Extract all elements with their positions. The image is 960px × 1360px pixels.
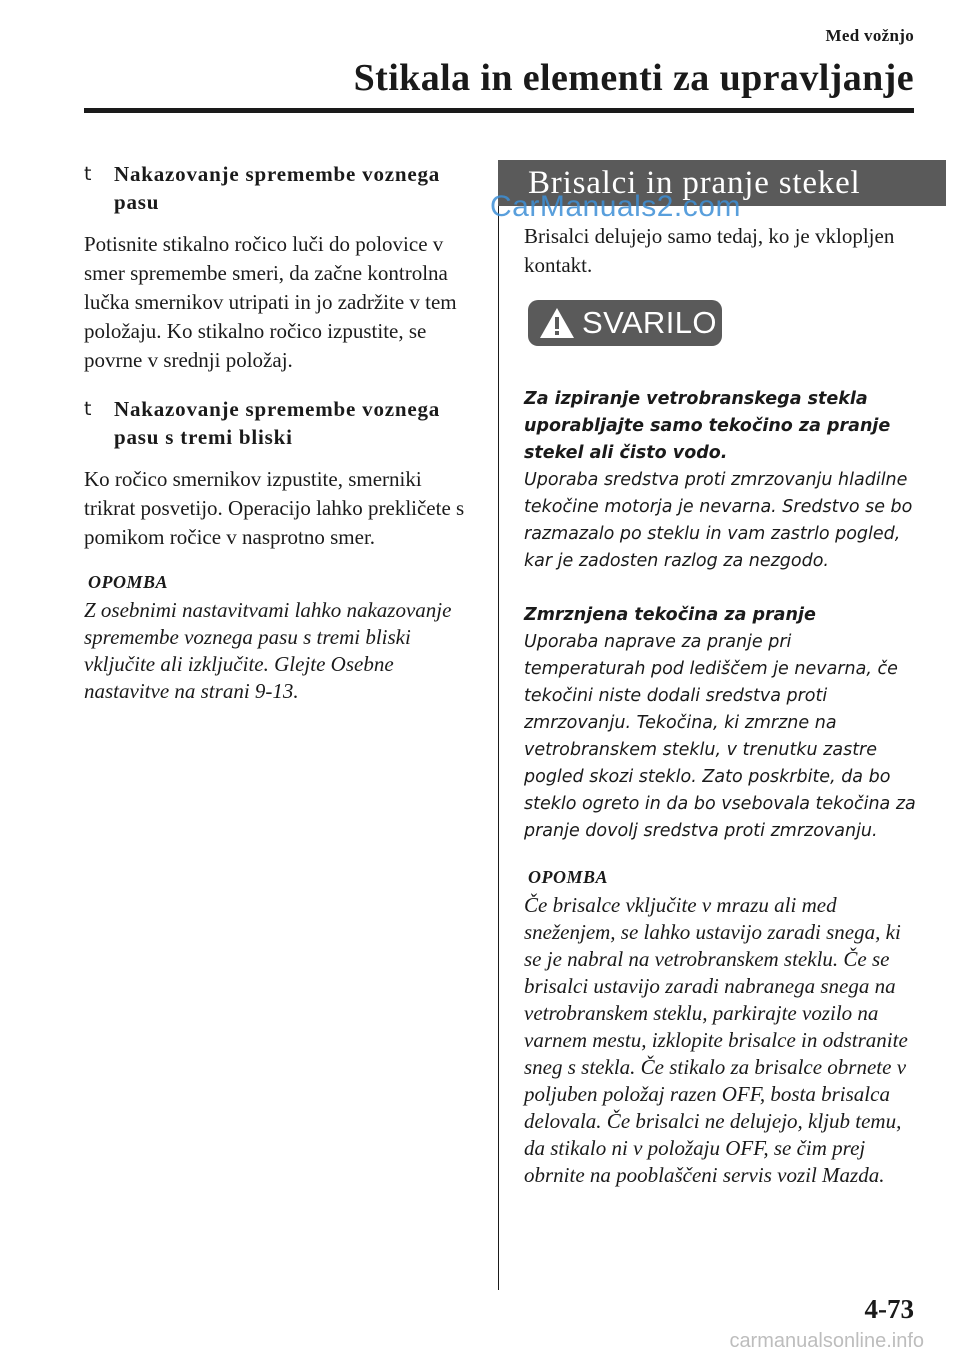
column-divider	[498, 160, 499, 1290]
warning-triangle-icon	[538, 306, 576, 340]
subheading-lane-change	[84, 160, 476, 216]
subheading-three-flash	[84, 395, 476, 451]
warning-bold-text: Za izpiranje vetrobranskega stekla uporabljajte samo tekočino za pranje stekel ali čisto vodo.	[524, 389, 891, 463]
warning-bold-text: Zmrznjena tekočina za pranje	[524, 605, 816, 625]
footer-watermark: carmanualsonline.info	[729, 1330, 924, 1352]
left-column	[84, 160, 476, 705]
note-label: OPOMBA	[88, 572, 169, 592]
intro-paragraph: Brisalci delujejo samo tedaj, ko je vklopljen kontakt.	[524, 224, 895, 277]
paragraph: Ko ročico smernikov izpustite, smerniki trikrat posvetijo. Operacijo lahko prekličete s pomikom ročice v nasprotno smer.	[84, 467, 465, 549]
page-title: Stikala in elementi za upravljanje	[353, 57, 914, 99]
chapter-label: Med vožnjo	[825, 26, 914, 45]
paragraph: Potisnite stikalno ročico luči do polovice v smer spremembe smeri, da začne kontrolna lučka smernikov utripati in jo zadržite v tem položaju. Ko stikalno ročico izpustite, se povrne v srednji položaj.	[84, 232, 457, 372]
header-rule	[84, 108, 914, 113]
subheading-text: Nakazovanje spremembe voznega pasu s tremi bliski	[114, 397, 441, 449]
right-column	[524, 160, 916, 1189]
page-number: 4-73	[864, 1294, 914, 1324]
warning-badge	[528, 300, 722, 346]
note-label: OPOMBA	[528, 867, 609, 887]
watermark-text: CarManuals2.com	[490, 190, 741, 223]
warning-text: Uporaba naprave za pranje pri temperaturah pod lediščem je nevarna, če tekočini niste dodali sredstva proti zmrzovanju. Tekočina, ki zmrzne na vetrobranskem steklu, v trenutku zastre pogled skozi steklo. Zato poskrbite, da bo steklo ogreto in da bo vsebovala tekočina za pranje dovolj sredstva proti zmrzovanju.	[524, 632, 916, 841]
subheading-text: Nakazovanje spremembe voznega pasu	[114, 162, 441, 214]
note-text: Z osebnimi nastavitvami lahko nakazovanje spremembe voznega pasu s tremi bliski vključite ali izključite. Glejte Osebne nastavitve na strani 9-13.	[84, 598, 452, 703]
warning-text: Uporaba sredstva proti zmrzovanju hladilne tekočine motorja je nevarna. Sredstvo se bo razmazalo po steklu in vam zastrlo pogled, kar je zadosten razlog za nezgodo.	[524, 470, 913, 571]
bullet-icon: t	[84, 163, 92, 185]
note-text: Če brisalce vključite v mrazu ali med sneženjem, se lahko ustavijo zaradi snega, ki se je nabral na vetrobranskem steklu. Če se brisalci ustavijo zaradi nabranega snega na vetrobranskem steklu, parkirajte vozilo na varnem mestu, izklopite brisalce in odstranite sneg s stekla. Če stikalo za brisalce obrnete v poljuben položaj razen OFF, bosta brisalca delovala. Če brisalci ne delujejo, kljub temu, da stikalo ni v položaju OFF, se čim prej obrnite na pooblaščeni servis vozil Mazda.	[524, 893, 908, 1187]
warning-label: SVARILO	[582, 305, 717, 340]
warning-body	[524, 386, 916, 845]
bullet-icon: t	[84, 398, 92, 420]
section-title: Brisalci in pranje stekel	[498, 160, 946, 206]
